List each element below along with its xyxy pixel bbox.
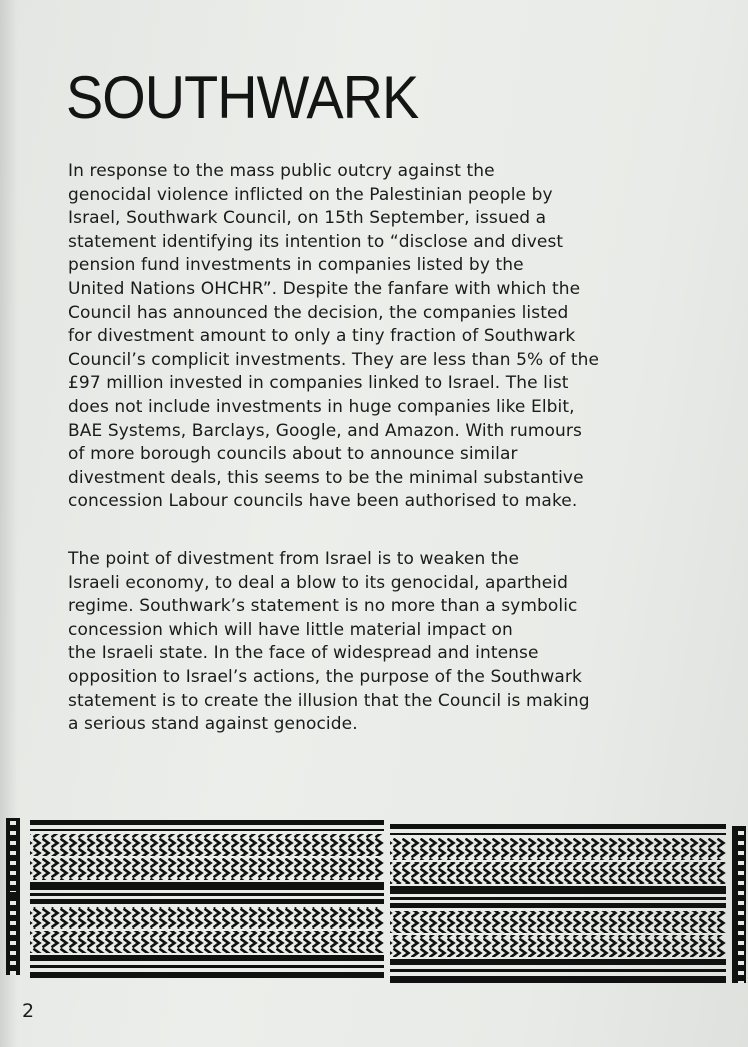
text-line: BAE Systems, Barclays, Google, and Amazon. With rumours — [68, 420, 582, 441]
text-line: Israeli economy, to deal a blow to its genocidal, apartheid — [68, 572, 568, 593]
text-line: pension fund investments in companies listed by the — [68, 255, 524, 276]
keffiyeh-pattern-border — [6, 818, 748, 990]
text-line: concession which will have little material impact on — [68, 619, 513, 640]
paragraph-1 — [68, 160, 688, 514]
pattern-panel-left — [30, 820, 384, 978]
pattern-ladder-right — [732, 826, 746, 983]
page-title: SOUTHWARK — [66, 64, 419, 131]
page-number: 2 — [22, 1000, 35, 1022]
text-line: of more borough councils about to announce similar — [68, 444, 518, 465]
text-line: divestment deals, this seems to be the minimal substantive — [68, 467, 584, 488]
text-line: £97 million invested in companies linked to Israel. The list — [68, 373, 569, 394]
text-line: Israel, Southwark Council, on 15th September, issued a — [68, 208, 547, 229]
text-line: genocidal violence inflicted on the Palestinian people by — [68, 184, 553, 205]
text-line: concession Labour councils have been authorised to make. — [68, 491, 578, 512]
text-line: regime. Southwark’s statement is no more than a symbolic — [68, 596, 578, 617]
text-line: Council has announced the decision, the companies listed — [68, 302, 569, 323]
text-line: statement is to create the illusion that the Council is making — [68, 690, 590, 711]
text-line: opposition to Israel’s actions, the purpose of the Southwark — [68, 666, 582, 687]
text-line: In response to the mass public outcry against the — [68, 161, 495, 181]
text-line: for divestment amount to only a tiny fraction of Southwark — [68, 326, 576, 347]
text-line: Council’s complicit investments. They are less than 5% of the — [68, 349, 600, 370]
text-line: United Nations OHCHR”. Despite the fanfare with which the — [68, 278, 581, 299]
text-line: does not include investments in huge companies like Elbit, — [68, 396, 575, 417]
text-line: The point of divestment from Israel is to weaken the — [68, 549, 520, 569]
paragraph-2 — [68, 548, 688, 737]
text-line: the Israeli state. In the face of widespread and intense — [68, 643, 539, 664]
text-line: a serious stand against genocide. — [68, 714, 358, 735]
pattern-panel-right — [390, 824, 726, 983]
text-line: statement identifying its intention to “disclose and divest — [68, 231, 564, 252]
